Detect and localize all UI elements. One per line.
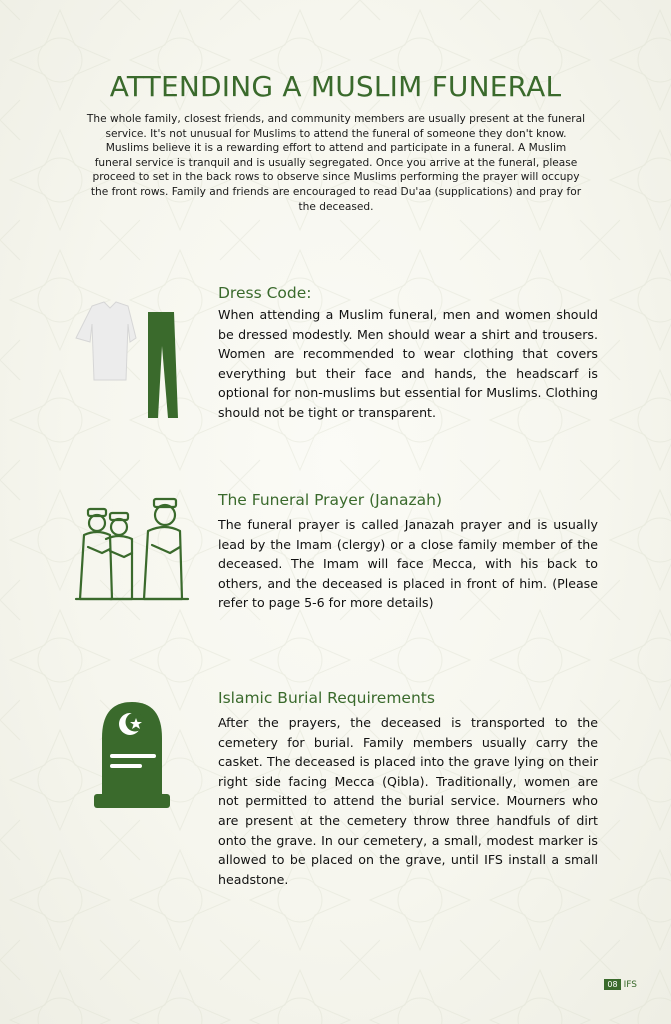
section-heading-burial: Islamic Burial Requirements [218, 689, 435, 707]
section-body-dress-code: When attending a Muslim funeral, men and women should be dressed modestly. Men should wear a shirt and trousers. Women are recommended to wear clothing that covers everything but their face and hands, the headscarf is optional for non-muslims but essential for Muslims. Clothing should not be tight or transparent. [218, 307, 598, 420]
section-heading-dress-code: Dress Code: [218, 284, 312, 302]
praying-men-icon [72, 495, 192, 605]
org-name: IFS [623, 979, 637, 990]
page-footer [604, 979, 637, 990]
section-body-burial: After the prayers, the deceased is transported to the cemetery for burial. Family members usually carry the casket. The deceased is placed into the grave lying on their right side facing Mecca (Qibla). Traditionally, women are not permitted to attend the burial service. Mourners who are present at the cemetery throw three handfuls of dirt onto the grave. In our cemetery, a small, modest marker is allowed to be placed on the grave, until IFS install a small headstone. [218, 715, 598, 887]
gravestone-icon [92, 698, 172, 810]
intro-paragraph: The whole family, closest friends, and community members are usually present at the funeral service. It's not unusual for Muslims to attend the funeral of someone they don't know. Muslims believe it is a rewarding effort to attend and participate in a funeral. A Muslim funeral service is tranquil and is usually segregated. Once you arrive at the funeral, please proceed to set in the back rows to observe since Muslims performing the prayer will occupy the front rows. Family and friends are encouraged to read Du'aa (supplications) and pray for the deceased. [86, 113, 586, 213]
section-heading-funeral-prayer: The Funeral Prayer (Janazah) [218, 491, 443, 509]
section-body-funeral-prayer: The funeral prayer is called Janazah prayer and is usually lead by the Imam (clergy) or a close family member of the deceased. The Imam will face Mecca, with his back to others, and the deceased is placed in front of him. (Please refer to page 5-6 for more details) [218, 517, 598, 611]
page-title: ATTENDING A MUSLIM FUNERAL [109, 70, 562, 103]
page-number: 08 [604, 979, 620, 990]
clothing-icon [70, 298, 190, 426]
